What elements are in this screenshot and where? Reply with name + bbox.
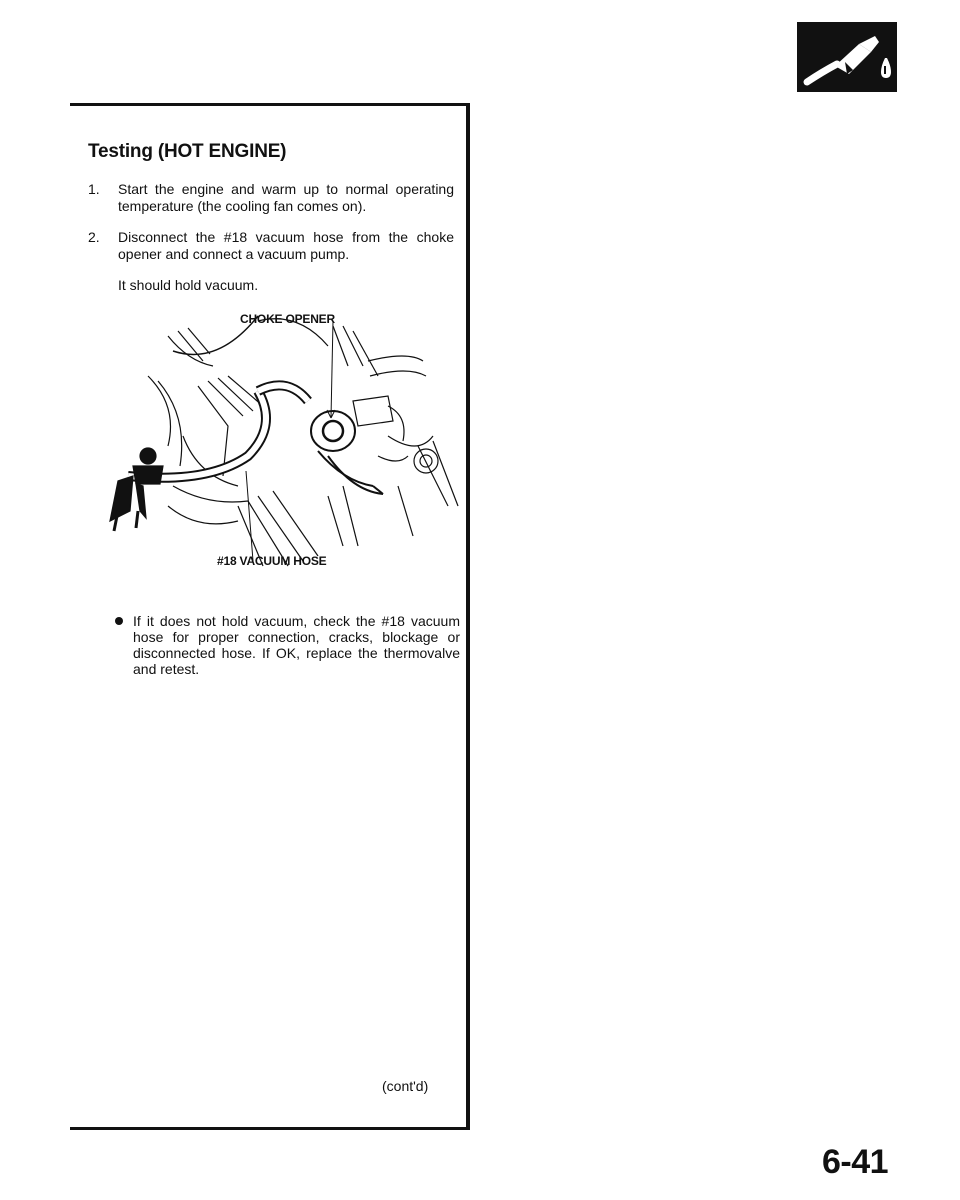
choke-opener-callout: CHOKE OPENER (240, 312, 335, 326)
step-number: 2. (88, 229, 100, 245)
vacuum-hose-callout: #18 VACUUM HOSE (217, 554, 327, 568)
step-text: Disconnect the #18 vacuum hose from the choke opener and connect a vacuum pump. (118, 229, 454, 262)
frame-bottom-rule (70, 1127, 470, 1130)
bullet-icon (115, 617, 123, 625)
frame-right-rule (466, 103, 470, 1130)
procedure-section (88, 135, 454, 294)
step-1 (88, 181, 454, 215)
step-text: Start the engine and warm up to normal operating temperature (the cooling fan comes on). (118, 181, 454, 214)
section-heading: Testing (HOT ENGINE) (88, 141, 287, 162)
continued-label: (cont'd) (382, 1078, 429, 1094)
bullet-note (115, 613, 460, 677)
step-number: 1. (88, 181, 100, 197)
section-badge (797, 22, 897, 92)
step-note: It should hold vacuum. (118, 277, 259, 293)
bullet-text: If it does not hold vacuum, check the #18 vacuum hose for proper connection, cracks, blockage or disconnected hose. If OK, replace the thermovalve and retest. (133, 613, 460, 677)
fuel-nozzle-icon (797, 22, 897, 92)
frame-top-rule (70, 103, 470, 106)
choke-opener-illustration (88, 306, 468, 576)
step-2 (88, 229, 454, 263)
page-number: 6-41 (822, 1143, 889, 1181)
